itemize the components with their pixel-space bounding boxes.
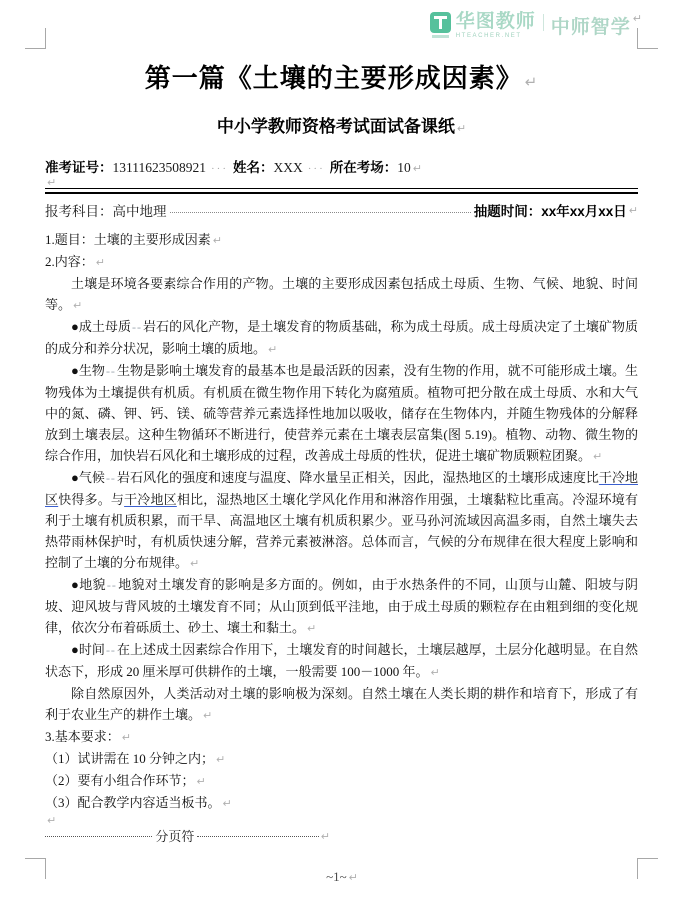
paragraph-mark: ↵ — [216, 753, 226, 766]
requirements-title — [45, 726, 638, 748]
dash-separator: -- — [105, 471, 116, 485]
logo-brand-name: 华图教师 — [455, 11, 536, 32]
paragraph-mark: ↵ — [196, 775, 206, 788]
intro-text: 土壤是环境各要素综合作用的产物。土壤的主要形成因素包括成土母质、生物、气候、地貌、时间等。 — [45, 276, 638, 312]
bullet-time — [45, 639, 638, 683]
paragraph-mark: ↵ — [268, 343, 278, 356]
dash-separator: -- — [105, 364, 116, 378]
name-value: XXX — [273, 160, 303, 175]
bullet-term: ●时间 — [71, 642, 105, 657]
page-break-label: 分页符 — [155, 829, 195, 844]
requirement-item-2 — [45, 770, 638, 792]
space-marks: ··· — [307, 163, 325, 175]
paragraph-mark: ↵ — [121, 731, 131, 744]
page-break-dots-left — [45, 836, 152, 837]
human-activity-paragraph — [45, 683, 638, 726]
candidate-info-row — [45, 156, 638, 176]
paragraph-mark: ↵ — [203, 709, 213, 722]
paragraph-mark: ↵ — [222, 797, 232, 810]
content-label — [45, 251, 638, 273]
paragraph-mark: ↵ — [190, 557, 200, 570]
page-number — [0, 869, 684, 885]
room-value: 10 — [397, 160, 411, 175]
logo-brand-block — [456, 12, 536, 39]
name-label: 姓名： — [233, 160, 274, 175]
bullet-term: ●气候 — [71, 470, 105, 485]
dash-separator: -- — [106, 578, 117, 592]
underlined-term: 干冷地区 — [124, 492, 177, 507]
bullet-text: 地貌对土壤发育的影响是多方面的。例如，由于水热条件的不同，山顶与山麓、阳坡与阴坡、迎风坡与背风坡的土壤发育不同；从山顶到低平洼地，由于成土母质的颗粒存在由粗到细的变化规律，依次分布着砾质土、砂土、壤土和黏土。 — [45, 577, 638, 635]
logo-icon-caption — [432, 35, 449, 38]
bullet-text: 岩石风化的强度和速度与温度、降水量呈正相关，因此，湿热地区的土壤形成速度比 — [116, 470, 599, 485]
bullet-term: ●地貌 — [71, 577, 106, 592]
empty-paragraph — [45, 814, 638, 826]
double-rule — [45, 188, 638, 194]
paragraph-mark: ↵ — [632, 12, 642, 25]
requirement-text: （3）配合教学内容适当板书。 — [45, 795, 221, 810]
admission-no-value: 13111623508921 — [112, 160, 206, 175]
bullet-organisms — [45, 360, 638, 467]
paragraph-mark: ↵ — [212, 234, 222, 247]
requirements-title-text: 3.基本要求： — [45, 729, 120, 744]
logo-divider — [543, 14, 544, 31]
crop-mark-top-left — [25, 28, 46, 49]
page-break-marker — [45, 826, 330, 847]
document-content — [45, 58, 638, 847]
paragraph-mark: ↵ — [73, 299, 83, 312]
page-break-dots-right — [197, 836, 318, 837]
space-marks: ··· — [211, 163, 228, 175]
content-label-text: 2.内容： — [45, 254, 94, 269]
bullet-landform — [45, 574, 638, 639]
page-subtitle — [45, 112, 638, 137]
paragraph-mark: ↵ — [95, 256, 105, 269]
paragraph-mark: ↵ — [348, 871, 358, 884]
paragraph-mark: ↵ — [524, 73, 539, 91]
brand-logo — [430, 12, 642, 39]
dotted-leader — [170, 212, 471, 213]
dash-separator: -- — [131, 320, 142, 334]
bullet-parent-material — [45, 316, 638, 360]
bullet-text: 相比，湿热地区土壤化学风化作用和淋溶作用强，土壤黏粒比重高。冷湿环境有利于土壤有机质积累，而干旱、高温地区土壤有机质积累少。亚马孙河流域因高温多雨，自然土壤失去热带雨林保护时，有机质快速分解，营养元素被淋溶。总体而言，气候的分布规律在很大程度上影响和控制了土壤的分布规律。 — [45, 492, 638, 570]
bullet-term: ●生物 — [71, 363, 105, 378]
page-subtitle-text: 中小学教师资格考试面试备课纸 — [216, 117, 455, 136]
paragraph-mark: ↵ — [628, 203, 638, 217]
paragraph-mark: ↵ — [593, 450, 603, 463]
draw-time-label: 抽题时间： — [473, 204, 542, 219]
page-title — [45, 58, 638, 95]
logo-brand-domain: HTEACHER.NET — [455, 33, 522, 39]
bullet-text: 岩石的风化产物，是土壤发育的物质基础，称为成土母质。成土母质决定了土壤矿物质的成分和养分状况，影响土壤的质地。 — [45, 319, 638, 356]
question-title — [45, 229, 638, 251]
underlined-term: 干冷地区 — [45, 470, 638, 507]
empty-paragraph — [45, 176, 638, 188]
bullet-text: 生物是影响土壤发育的最基本也是最活跃的因素，没有生物的作用，就不可能形成土壤。生物残体为土壤提供有机质。有机质在微生物作用下转化为腐殖质。植物可把分散在成土母质、水和大气中的氮、磷、钾、钙、镁、硫等营养元素选择性地加以吸收，储存在生物体内，并随生物残体的分解释放到土壤表层。这种生物循环不断进行，使营养元素在土壤表层富集(图 5.19)。植物、动物、微生物的综合作用，加快岩石风化和土壤形成的过程，改善成土母质的性状，促进土壤矿物质颗粒团聚。 — [45, 363, 638, 463]
bullet-text: 快得多。与 — [58, 492, 125, 507]
requirement-item-3 — [45, 792, 638, 814]
draw-time-value: xx年xx月xx日 — [541, 204, 627, 219]
admission-no-label: 准考证号： — [45, 160, 113, 175]
subject-label: 报考科目： — [45, 204, 113, 219]
paragraph-mark: ↵ — [47, 176, 57, 189]
paragraph-mark: ↵ — [456, 122, 467, 135]
human-activity-text: 除自然原因外，人类活动对土壤的影响极为深刻。自然土壤在人类长期的耕作和培育下，形成了有利于农业生产的耕作土壤。 — [45, 686, 638, 722]
requirement-item-1 — [45, 748, 638, 770]
page-title-text: 第一篇《土壤的主要形成因素》 — [144, 63, 523, 93]
room-label: 所在考场： — [329, 160, 398, 175]
paragraph-mark: ↵ — [47, 814, 57, 827]
huatu-logo-icon — [430, 12, 451, 33]
bullet-text: 在上述成土因素综合作用下，土壤发育的时间越长，土壤层越厚，土层分化越明显。在自然状态下，形成 20 厘米厚可供耕作的土壤，一般需要 100－1000 年。 — [45, 642, 638, 679]
logo-product-name: 中师智学 — [550, 17, 631, 38]
subject-value: 高中地理 — [112, 204, 167, 219]
paragraph-mark: ↵ — [307, 622, 317, 635]
paragraph-mark: ↵ — [320, 830, 330, 843]
intro-paragraph — [45, 273, 638, 316]
paragraph-mark: ↵ — [430, 666, 440, 679]
question-title-text: 1.题目：土壤的主要形成因素 — [45, 232, 211, 247]
meta-row — [45, 200, 638, 220]
paragraph-mark: ↵ — [412, 162, 422, 175]
bullet-term: ●成土母质 — [71, 319, 131, 334]
page-number-text: ~1~ — [326, 869, 347, 884]
dash-separator: -- — [105, 643, 116, 657]
requirement-text: （2）要有小组合作环节； — [45, 773, 195, 788]
bullet-climate — [45, 467, 638, 574]
requirement-text: （1）试讲需在 10 分钟之内； — [45, 751, 215, 766]
